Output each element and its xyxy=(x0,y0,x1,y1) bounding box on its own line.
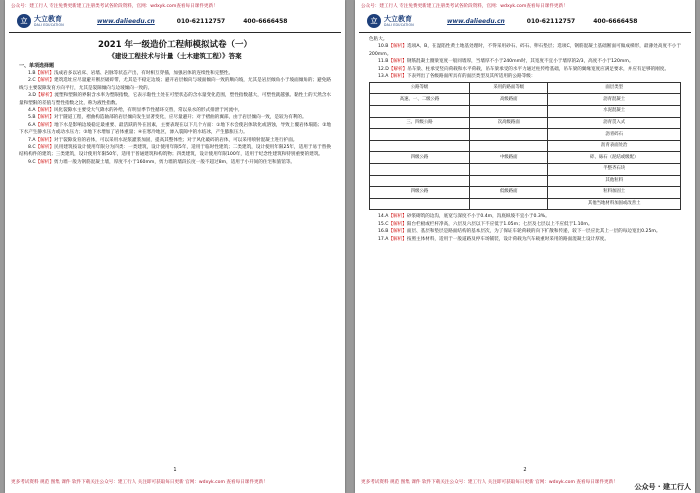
table-row xyxy=(370,187,681,199)
top-notice: 公众号：建工行人 专注免费更新建工注册类考试各阶段资料，官网：wdxyk.com查看每日课件更新！ xyxy=(361,4,568,9)
logo-icon: 立 xyxy=(367,14,381,28)
answer-number: 6.A xyxy=(28,122,36,128)
header-url[interactable]: www.dalieedu.cn xyxy=(447,17,505,25)
analysis-tag: 【解析】 xyxy=(388,229,407,235)
table-row xyxy=(370,198,681,210)
analysis-tag: 【解析】 xyxy=(388,214,407,220)
answer-paragraph xyxy=(19,114,331,121)
answer-paragraph xyxy=(369,236,681,243)
logo-english: DALI EDUCATION xyxy=(384,23,414,27)
answer-number: 16.B xyxy=(378,229,389,235)
header-url[interactable]: www.dalieedu.cn xyxy=(97,17,155,25)
footer-notice: 更多考试资料 规范 图集 课件 软件下载关注公众号：建工行人 关注即可获取每日更新 官网：wdxyk.com 查看每日课件更新！ xyxy=(361,480,618,485)
answer-number: 15.C xyxy=(378,221,389,227)
answer-paragraph xyxy=(19,122,331,137)
answer-text: 地下水是影响边坡稳定最重要、最活跃的外在因素，主要表现在以下几个方面：①地下水会使岩体软化或溶蚀，导致上覆岩体塌陷；②地下水产生静水压力或动水压力；③地下水增加了岩体重量；④在寒冷地区，渗入裂隙中的水结冰，产生膨胀压力。 xyxy=(19,122,331,136)
top-notice: 公众号：建工行人 专注免费更新建工注册类考试各阶段资料，官网：wdxyk.com查看每日课件更新！ xyxy=(11,4,218,9)
answer-text: 面层、基层和垫层是路面结构的基本层次，为了保证车轮荷载的向下扩散和传递，较下一层应比其上一层的每边宽出0.25m。 xyxy=(406,229,661,235)
analysis-tag: 【解析】 xyxy=(388,236,407,242)
table-cell: 四级公路 xyxy=(370,152,470,164)
answer-text: 钢筋混凝土圈梁宽度一般同墙厚，当墙厚不小于240mm时，其宽度不宜小于墙厚的2/3，高度不小于120mm。 xyxy=(406,59,634,65)
header-phone-2: 400-6666458 xyxy=(243,17,288,25)
answer-paragraph xyxy=(369,221,681,228)
analysis-tag: 【解析】 xyxy=(388,221,407,227)
table-cell: 沥青表面处治 xyxy=(548,140,681,152)
analysis-tag: 【解析】 xyxy=(35,71,54,76)
answer-number: 12.D xyxy=(378,66,389,72)
answer-paragraph xyxy=(19,77,331,92)
table-cell: 沥青混凝土 xyxy=(548,94,681,106)
table-row xyxy=(370,94,681,106)
table-cell: 高速、一、二级公路 xyxy=(370,94,470,106)
answer-paragraph xyxy=(19,137,331,144)
answer-list-continued xyxy=(369,213,681,243)
section-heading: 一、单项选择题 xyxy=(19,63,55,69)
logo xyxy=(367,14,421,28)
table-row xyxy=(370,117,681,129)
page-header xyxy=(9,10,341,33)
answer-text: 对于裂隙发育的岩体，可以采用水泥浆灌浆加固，提高其整体性；对于风化破碎的岩体，可以采用喷射混凝土进行护面。 xyxy=(53,137,298,143)
answer-number: 7.A xyxy=(28,137,36,143)
table-cell: 其他粒料 xyxy=(548,175,681,187)
table-cell xyxy=(470,175,548,187)
analysis-tag: 【解析】 xyxy=(388,44,408,50)
answer-paragraph xyxy=(369,228,681,235)
table-cell xyxy=(470,164,548,176)
table-header-cell: 公路等级 xyxy=(370,83,470,94)
right-page xyxy=(355,0,695,493)
answer-number: 8.C xyxy=(28,145,36,151)
document-title: 2021 年一级造价工程师模拟试卷（一） xyxy=(97,40,253,50)
analysis-tag: 【解析】 xyxy=(35,115,54,121)
header-phone-1: 010-62112757 xyxy=(176,17,226,25)
table-cell xyxy=(370,106,470,118)
analysis-tag: 【解析】 xyxy=(35,159,54,165)
left-page xyxy=(5,0,345,493)
answer-number: 13.A xyxy=(378,74,389,80)
answer-paragraph xyxy=(19,144,331,159)
table-header-cell: 采用的路面等级 xyxy=(470,83,548,94)
table-row xyxy=(370,129,681,141)
table-cell: 低级路面 xyxy=(470,187,548,199)
table-cell xyxy=(370,198,470,210)
table-row xyxy=(370,175,681,187)
header-phone-1: 010-62112757 xyxy=(526,17,576,25)
analysis-tag: 【解析】 xyxy=(388,74,407,80)
logo-name: 大立教育 xyxy=(34,15,62,23)
answer-text: 剪力墙一般为钢筋混凝土墙，厚度不小于160mm，剪力墙的墙段长度一般不超过8m，适用于小开间的住宅和旅馆等。 xyxy=(53,159,296,165)
table-cell xyxy=(370,140,470,152)
pavement-table xyxy=(369,82,681,210)
table-cell: 其他当地材料加固或改善土 xyxy=(548,198,681,210)
answer-number: 5.B xyxy=(28,115,36,121)
table-cell xyxy=(470,129,548,141)
table-cell: 粒料加固土 xyxy=(548,187,681,199)
analysis-tag: 【解析】 xyxy=(35,145,55,151)
answer-paragraph xyxy=(19,107,331,114)
logo xyxy=(17,14,71,28)
table-cell: 沥青碎石 xyxy=(548,129,681,141)
table-cell: 碎、砾石（泥结或级配） xyxy=(548,152,681,164)
answer-list xyxy=(19,70,331,166)
header-phone-2: 400-6666458 xyxy=(593,17,638,25)
answer-number: 9.C xyxy=(28,159,36,165)
table-cell: 高级路面 xyxy=(470,94,548,106)
analysis-tag: 【解析】 xyxy=(388,66,408,72)
table-cell: 水泥混凝土 xyxy=(548,106,681,118)
table-row xyxy=(370,164,681,176)
table-cell xyxy=(370,175,470,187)
table-row xyxy=(370,152,681,164)
answer-text: 按照主体材料，适用于一般道路及停车场铺装，设计荷载为汽车载重时采用的路面混凝土设计厚度。 xyxy=(406,236,609,242)
table-row xyxy=(370,106,681,118)
logo-english: DALI EDUCATION xyxy=(34,23,64,27)
page-header xyxy=(359,10,691,33)
answer-number: 11.B xyxy=(378,59,389,65)
watermark: 公众号 · 建工行人 xyxy=(634,483,691,491)
table-row xyxy=(370,140,681,152)
page-number: 2 xyxy=(523,467,527,473)
table-cell: 四级公路 xyxy=(370,187,470,199)
table-cell: 中级路面 xyxy=(470,152,548,164)
answer-number: 2.C xyxy=(28,78,36,84)
answer-text: 吊车梁、柱承受竖向荷载和水平荷载，吊车梁承受的水平力通过柱传给基础，吊车梁的翼缘宽度应满足要求，并应有足够的刚度。 xyxy=(407,66,670,72)
analysis-tag: 【解析】 xyxy=(35,122,55,128)
answer-paragraph xyxy=(19,92,331,107)
table-cell: 半整齐石块 xyxy=(548,164,681,176)
answer-number: 17.A xyxy=(378,236,389,242)
answer-text: 阳台栏板或栏杆净高，六层及六层以下不应低于1.05m；七层及七层以上不应低于1.10m。 xyxy=(406,221,593,227)
analysis-tag: 【解析】 xyxy=(35,137,54,143)
continued-text: 色粘大。 xyxy=(369,37,388,42)
answer-paragraph xyxy=(369,213,681,220)
answer-number: 1.B xyxy=(28,71,36,76)
logo-name: 大立教育 xyxy=(384,15,412,23)
analysis-tag: 【解析】 xyxy=(35,108,54,114)
answer-number: 10.B xyxy=(378,44,389,50)
answer-text: 浅成岩多以岩床、岩墙、岩脉等状态产出，有时相互穿插，加强岩体的连续性和完整性。 xyxy=(53,71,234,76)
logo-icon: 立 xyxy=(17,14,31,28)
table-cell: 次高级路面 xyxy=(470,117,548,129)
answer-text: 建筑选址应尽量避开断层破碎带，尤其是不稳定边坡；避开岩层倾向与坡面倾向一致的顺向坡，尤其是岩层倾角小于坡面倾角的；避免路线与主要裂隙发育方向平行，尤其是裂隙倾向与边坡倾向一致的。 xyxy=(19,78,331,91)
page-number: 1 xyxy=(173,467,177,473)
answer-number: 4.A xyxy=(28,108,36,114)
analysis-tag: 【解析】 xyxy=(35,93,55,99)
answer-paragraph xyxy=(369,66,681,73)
answer-paragraph xyxy=(19,70,331,77)
table-cell xyxy=(470,198,548,210)
answer-text: 砂浆砌筑的边沟，底宽与深度不小于0.4m，沟底纵坡不宜小于0.3%。 xyxy=(406,214,550,220)
table-cell xyxy=(470,106,548,118)
answer-text: 流塑和塑限的界限含水率为塑限指数，它表示黏性土处在可塑状态的含水量变化范围，塑性指数越大，可塑性就越强。黏性土的天然含水量和塑限的差值与塑性指数之比，称为液性指数。 xyxy=(19,93,331,106)
answer-text: 民用建筑按设计使用年限分为四类：一类建筑，设计使用年限5年，适用于临时性建筑；二类建筑，设计使用年限25年，适用于易于替换结构构件的建筑；三类建筑，设计使用年限50年，适用于普通建筑和构筑物；四类建筑，设计使用年限100年，适用于纪念性建筑和特别重要的建筑。 xyxy=(19,145,331,158)
footer-notice: 更多考试资料 规范 图集 课件 软件下载关注公众号：建工行人 关注即可获取每日更新 官网：wdxyk.com 查看每日课件更新！ xyxy=(11,480,268,485)
answer-text: 对于隧道工程，褶曲构造轴部的岩层倾向发生显著变化，应尽量避开；对于褶曲的翼部，由于岩层倾向一致，是较为有利的。 xyxy=(53,115,307,121)
table-cell: 三、四级公路 xyxy=(370,117,470,129)
analysis-tag: 【解析】 xyxy=(388,59,407,65)
table-cell xyxy=(470,140,548,152)
table-cell xyxy=(370,129,470,141)
answer-number: 3.D xyxy=(28,93,36,99)
answer-paragraph xyxy=(19,159,331,166)
table-header-cell: 面层类型 xyxy=(548,83,681,94)
answer-paragraph xyxy=(369,73,681,80)
document-subtitle: 《建设工程技术与计量（土木建筑工程）》答案 xyxy=(108,52,242,60)
answer-text: 选项A、B，在湿陷性黄土地基处理时，不得采用砂石、碎石、卵石垫层；选项C，钢筋混凝土基础断面可做成梯形，最薄处高度不小于200mm。 xyxy=(369,44,681,57)
table-cell xyxy=(370,164,470,176)
answer-number: 14.A xyxy=(378,214,389,220)
analysis-tag: 【解析】 xyxy=(35,78,55,84)
table-cell: 沥青贯入式 xyxy=(548,117,681,129)
answer-text: 下表列出了各级路面所具有的面层类型及其所适用的公路等级： xyxy=(406,74,536,80)
answer-paragraph xyxy=(369,43,681,58)
answer-list xyxy=(369,43,681,80)
answer-text: 风化裂隙水主要受大气降水的补给，有明显季节性循环交替，常以泉水的形式排泄于河流中。 xyxy=(53,108,243,114)
answer-paragraph xyxy=(369,58,681,65)
